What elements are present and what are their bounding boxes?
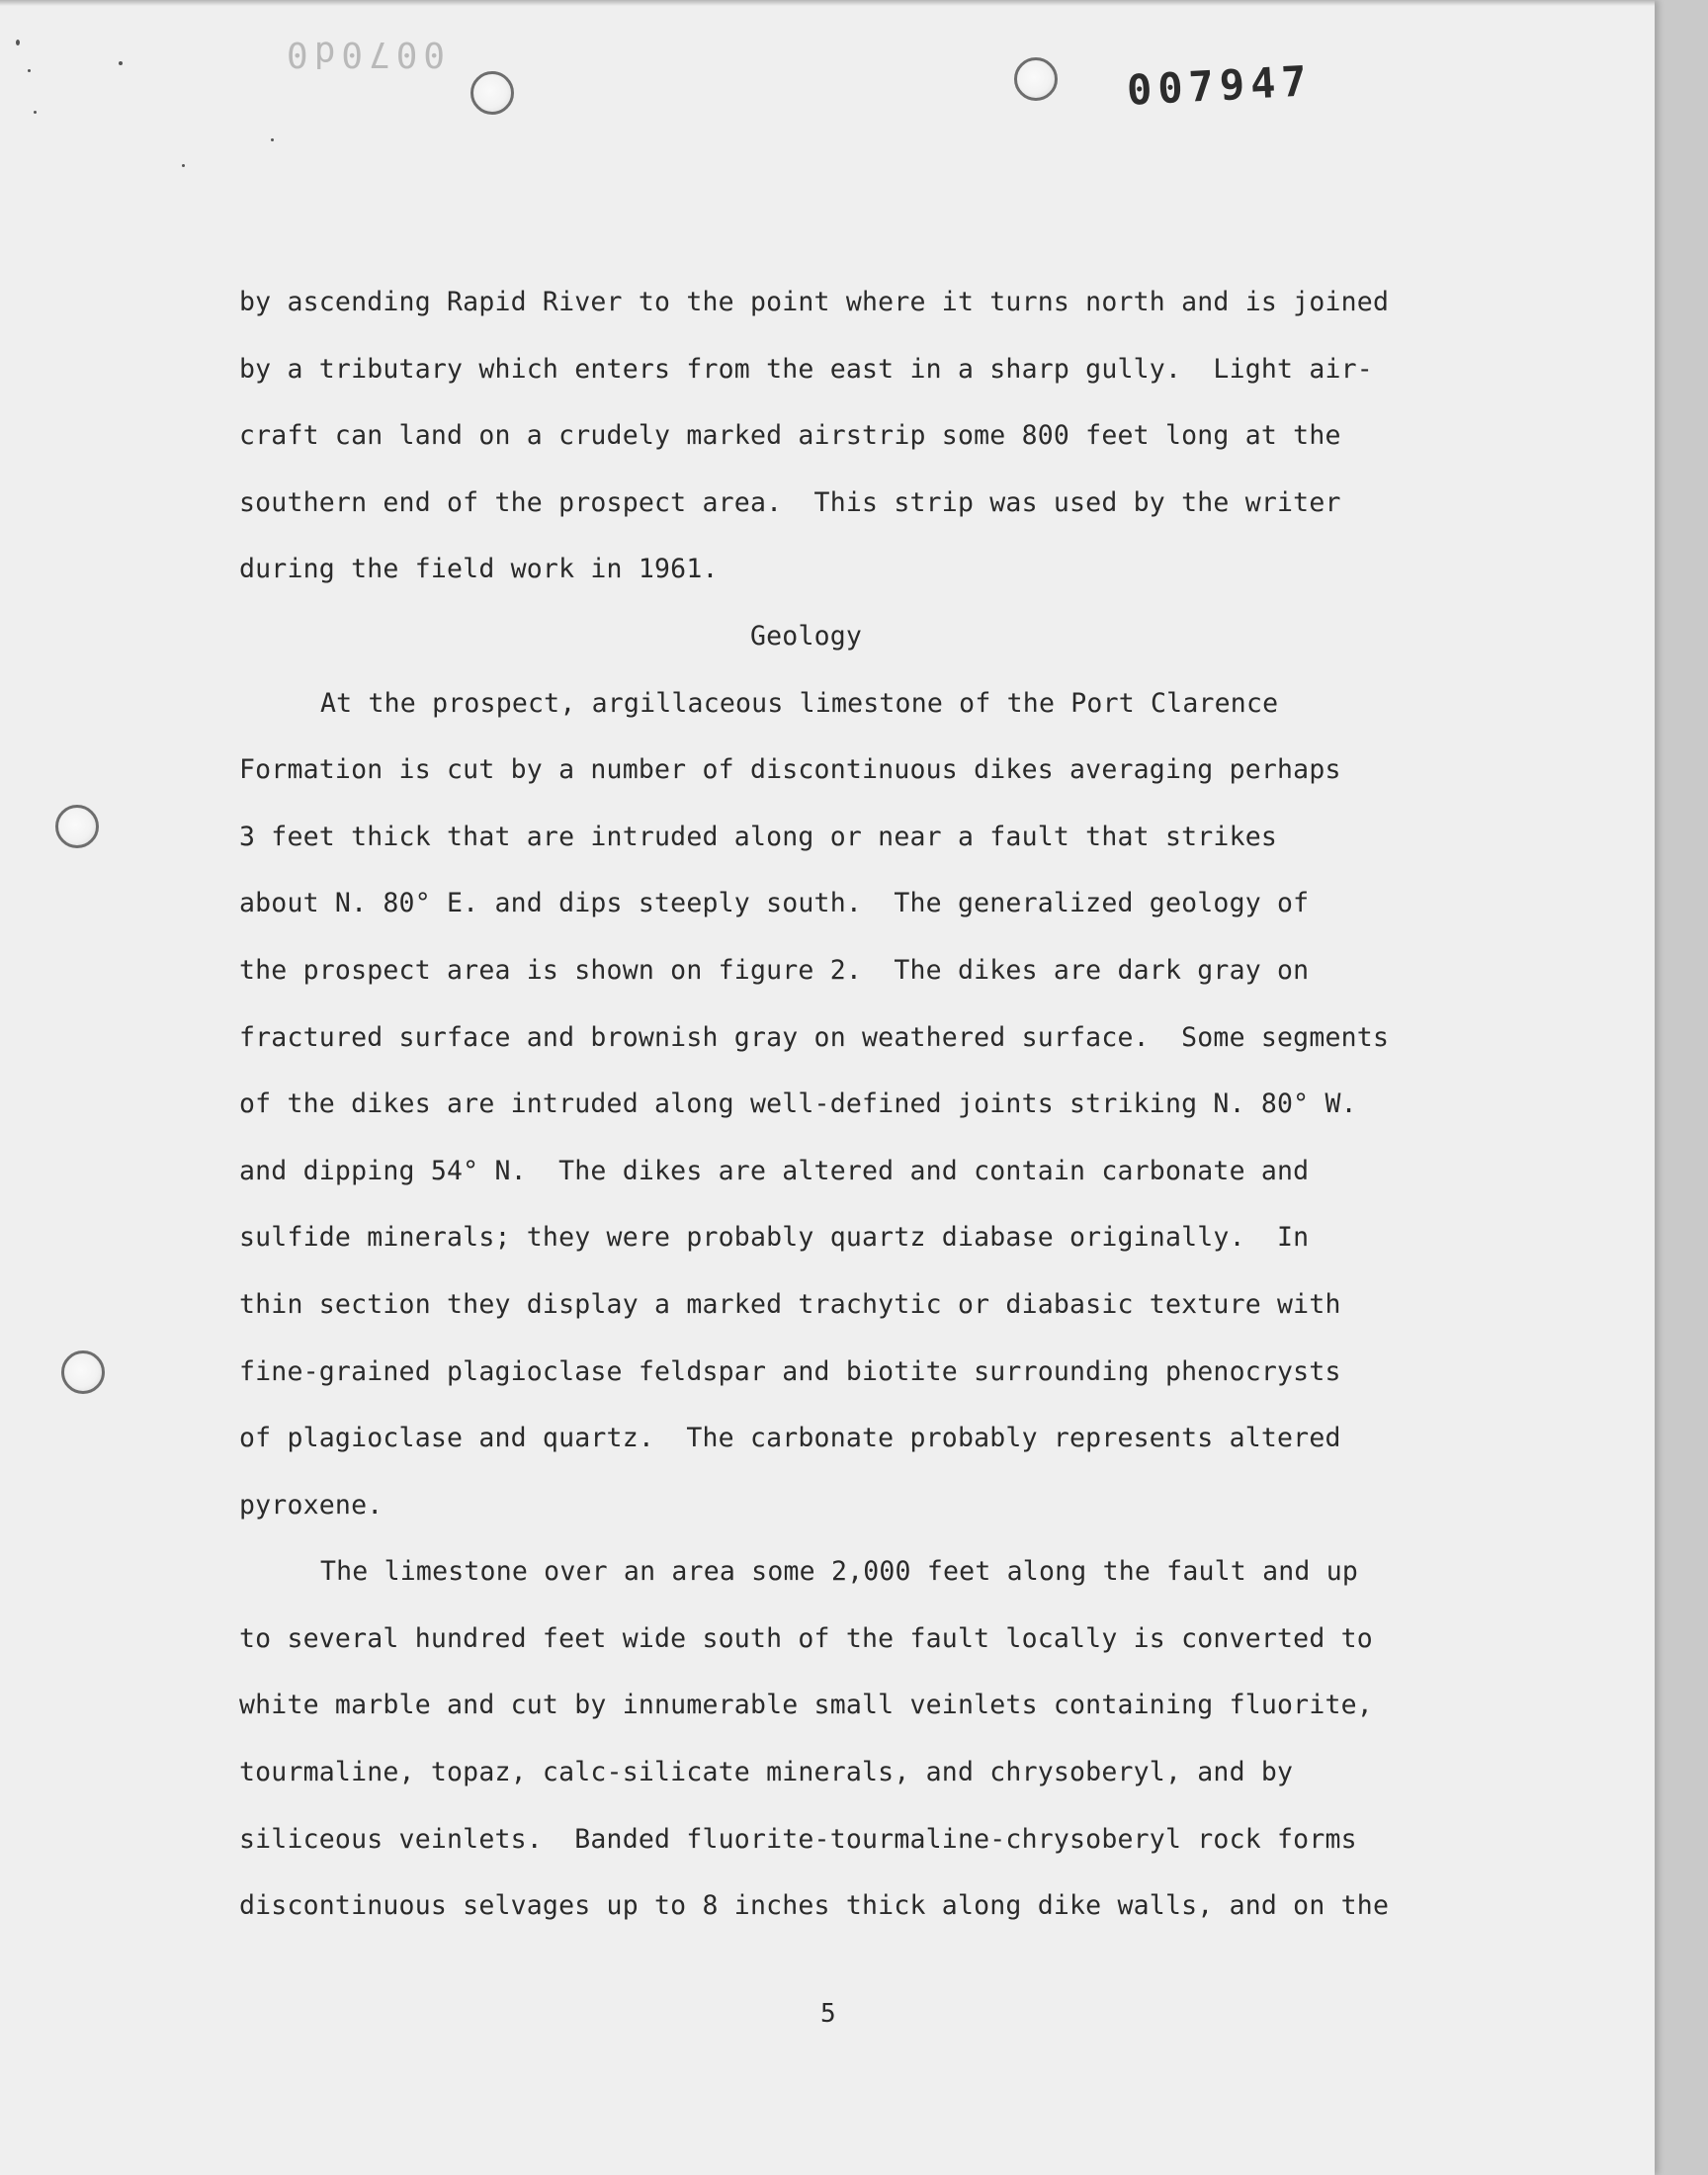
text-line: At the prospect, argillaceous limestone of the Port Clarence bbox=[320, 687, 1279, 719]
speck-mark bbox=[34, 111, 37, 114]
text-line: fine-grained plagioclase feldspar and biotite surrounding phenocrysts bbox=[239, 1355, 1341, 1387]
text-line: during the field work in 1961. bbox=[239, 554, 719, 585]
body-text bbox=[239, 269, 1445, 1940]
page-top-edge bbox=[0, 0, 1655, 6]
text-line: discontinuous selvages up to 8 inches thick along dike walls, and on the bbox=[239, 1890, 1390, 1922]
text-line: craft can land on a crudely marked airstrip some 800 feet long at the bbox=[239, 420, 1341, 452]
text-line: pyroxene. bbox=[239, 1489, 384, 1521]
text-line: of plagioclase and quartz. The carbonate probably represents altered bbox=[239, 1423, 1341, 1454]
punch-hole-left-upper bbox=[55, 805, 99, 848]
speck-mark bbox=[28, 69, 31, 72]
punch-hole-top-right bbox=[1014, 57, 1058, 101]
text-line: fractured surface and brownish gray on weathered surface. Some segments bbox=[239, 1021, 1390, 1053]
page-number: 5 bbox=[820, 1999, 836, 2029]
speck-mark bbox=[119, 61, 123, 65]
speck-mark bbox=[182, 164, 185, 167]
document-number-stamp: 007947 bbox=[1125, 56, 1314, 115]
text-line: the prospect area is shown on figure 2. The dikes are dark gray on bbox=[239, 954, 1310, 986]
speck-mark bbox=[16, 40, 20, 45]
punch-hole-top-left bbox=[470, 71, 514, 115]
text-line: southern end of the prospect area. This strip was used by the writer bbox=[239, 486, 1341, 518]
faint-reverse-stamp: 0070d0 bbox=[281, 34, 446, 74]
speck-mark bbox=[271, 138, 274, 141]
text-line: 3 feet thick that are intruded along or near a fault that strikes bbox=[239, 821, 1278, 852]
punch-hole-left-lower bbox=[61, 1350, 105, 1394]
text-line: by a tributary which enters from the east in a sharp gully. Light air- bbox=[239, 353, 1373, 385]
text-line: to several hundred feet wide south of the fault locally is converted to bbox=[239, 1622, 1373, 1654]
text-line: tourmaline, topaz, calc-silicate minerals, and chrysoberyl, and by bbox=[239, 1757, 1294, 1788]
text-line: sulfide minerals; they were probably quartz diabase originally. In bbox=[239, 1222, 1310, 1254]
text-line: The limestone over an area some 2,000 feet along the fault and up bbox=[320, 1556, 1359, 1588]
text-line: white marble and cut by innumerable small veinlets containing fluorite, bbox=[239, 1690, 1373, 1721]
text-line: and dipping 54° N. The dikes are altered and contain carbonate and bbox=[239, 1155, 1310, 1186]
section-heading: Geology bbox=[750, 620, 863, 652]
text-line: siliceous veinlets. Banded fluorite-tourmaline-chrysoberyl rock forms bbox=[239, 1823, 1357, 1855]
text-line: Formation is cut by a number of discontinuous dikes averaging perhaps bbox=[239, 754, 1341, 786]
text-line: about N. 80° E. and dips steeply south. The generalized geology of bbox=[239, 888, 1310, 919]
text-line: by ascending Rapid River to the point where it turns north and is joined bbox=[239, 287, 1390, 317]
text-line: of the dikes are intruded along well-defined joints striking N. 80° W. bbox=[239, 1088, 1357, 1120]
text-line: thin section they display a marked trachytic or diabasic texture with bbox=[239, 1288, 1341, 1320]
